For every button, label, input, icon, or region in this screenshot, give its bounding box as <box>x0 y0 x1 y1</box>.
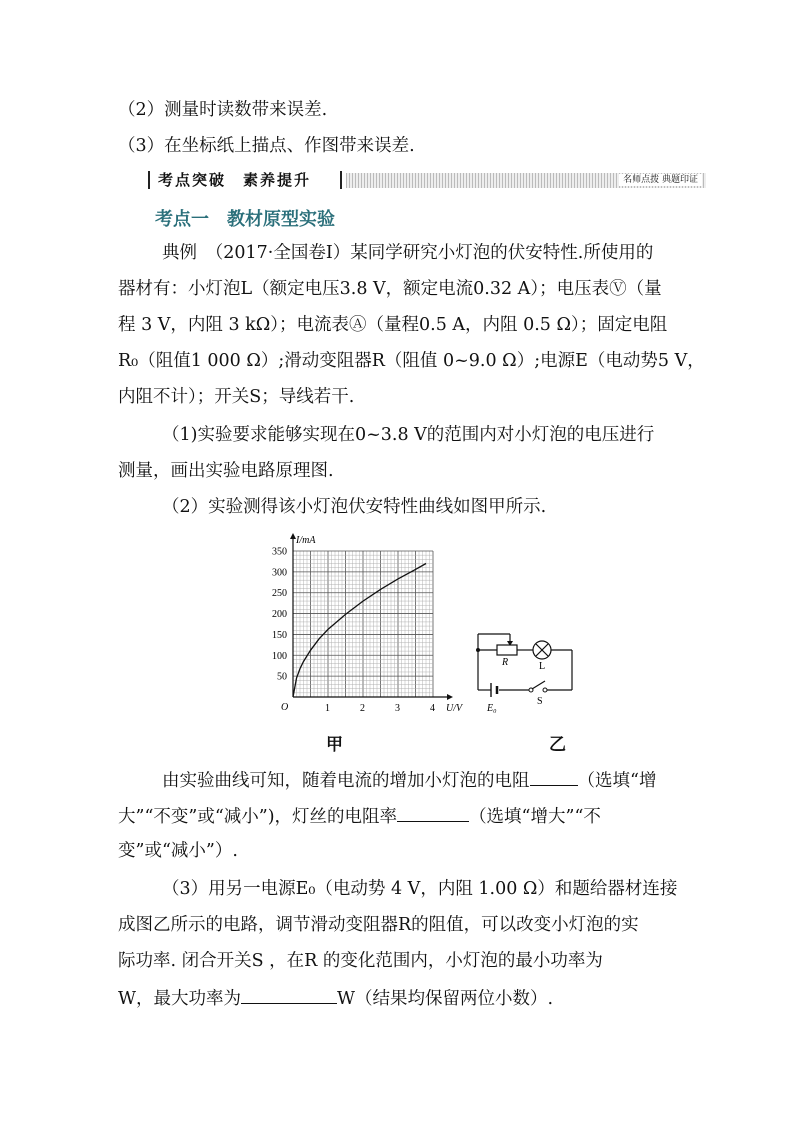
text-line-12 <box>118 803 688 829</box>
iu-chart <box>272 533 464 714</box>
text-line-17-b: W（结果均保留两位小数）. <box>337 989 554 1009</box>
answer-blank-3[interactable] <box>241 985 337 1004</box>
text-line-12-a: 大”“不变”或“减小”)，灯丝的电阻率 <box>118 807 398 827</box>
x-axis-arrow <box>447 694 453 700</box>
label-r: R <box>502 657 509 668</box>
text-line-4: 器材有：小灯泡L（额定电压3.8 V，额定电流0.32 A）；电压表Ⓥ（量 <box>118 279 662 299</box>
answer-blank-1[interactable] <box>530 767 578 786</box>
text-line-5: 程 3 V，内阻 3 kΩ）；电流表Ⓐ（量程0.5 A，内阻 0.5 Ω）；固定电阻 <box>118 315 668 335</box>
text-line-10: （2）实验测得该小灯泡伏安特性曲线如图甲所示. <box>162 497 547 517</box>
y-tick-label: 350 <box>272 546 287 558</box>
text-line-14: （3）用另一电源E₀（电动势 4 V，内阻 1.00 Ω）和题给器材连接 <box>162 879 678 899</box>
rheostat-r <box>497 645 517 655</box>
banner-title-box <box>148 171 342 189</box>
text-line-11-a: 由实验曲线可知，随着电流的增加小灯泡的电阻 <box>162 771 530 791</box>
x-axis-label: U/V <box>446 703 463 714</box>
text-line-1: （2）测量时读数带来误差. <box>118 100 328 120</box>
text-line-12-b: （选填“增大”“不 <box>469 807 601 827</box>
switch-contact <box>529 688 533 692</box>
label-e0: E₀ <box>487 703 497 714</box>
lamp-cross <box>536 644 548 656</box>
banner-tag: 名师点拨 典题印证 <box>619 174 702 186</box>
switch-blade <box>532 681 545 689</box>
text-line-11-b: （选填“增 <box>577 771 657 791</box>
origin-label: O <box>281 702 289 713</box>
banner-title: 考点突破 素养提升 <box>158 171 312 189</box>
x-tick-label: 2 <box>360 703 365 714</box>
circuit-diagram <box>476 634 572 714</box>
text-line-15: 成图乙所示的电路，调节滑动变阻器R的阻值，可以改变小灯泡的实 <box>118 915 639 935</box>
section-title: 考点一 教材原型实验 <box>155 209 335 230</box>
slider-arrow-head <box>507 641 513 646</box>
iu-curve <box>293 564 426 698</box>
switch-contact <box>543 688 547 692</box>
text-line-16: 际功率. 闭合开关S ，在R 的变化范围内，小灯泡的最小功率为 <box>118 951 603 971</box>
x-tick-label: 4 <box>430 703 435 714</box>
label-s: S <box>537 696 543 707</box>
y-tick-label: 200 <box>272 609 287 621</box>
y-tick-label: 250 <box>272 588 287 600</box>
y-tick-label: 50 <box>277 671 287 683</box>
text-line-17 <box>118 985 688 1011</box>
text-line-11 <box>162 767 732 793</box>
y-axis-label: I/mA <box>296 535 316 546</box>
y-tick-label: 300 <box>272 567 287 579</box>
caption-yi: 乙 <box>549 735 566 755</box>
text-line-6: R₀（阻值1 000 Ω）;滑动变阻器R（阻值 0~9.0 Ω）;电源E（电动势5 V， <box>118 351 705 371</box>
label-l: L <box>539 661 546 672</box>
answer-blank-2[interactable] <box>397 803 469 822</box>
lamp-l <box>533 641 551 659</box>
y-tick-label: 150 <box>272 629 287 641</box>
text-line-17-a: W，最大功率为 <box>118 989 241 1009</box>
x-tick-label: 3 <box>395 703 400 714</box>
junction-dot <box>476 648 480 652</box>
text-line-8: （1)实验要求能够实现在0~3.8 V的范围内对小灯泡的电压进行 <box>162 425 655 445</box>
y-axis-arrow <box>290 533 296 539</box>
lamp-cross <box>536 644 548 656</box>
text-line-9: 测量，画出实验电路原理图. <box>118 461 334 481</box>
x-tick-label: 1 <box>325 703 330 714</box>
text-line-3: 典例 （2017·全国卷Ⅰ）某同学研究小灯泡的伏安特性.所使用的 <box>162 243 654 263</box>
y-tick-label: 100 <box>272 650 287 662</box>
text-line-2: （3）在坐标纸上描点、作图带来误差. <box>118 136 415 156</box>
caption-jia: 甲 <box>326 735 343 755</box>
section-banner <box>148 169 706 193</box>
text-line-13: 变”或“减小”）. <box>118 841 238 861</box>
text-line-7: 内阻不计）；开关S；导线若干. <box>118 387 355 407</box>
